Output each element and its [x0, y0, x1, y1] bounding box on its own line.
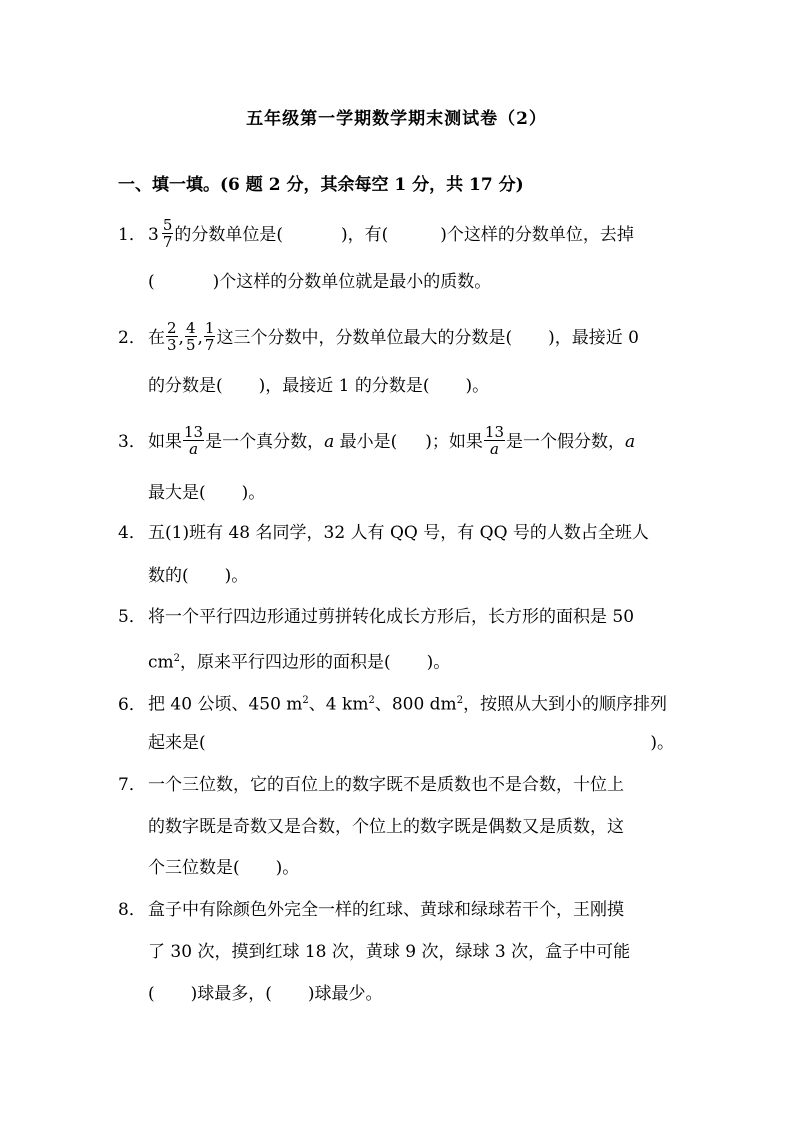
question-6-line-2 [148, 731, 674, 755]
question-8-line-1 [118, 898, 624, 922]
question-text: 数的( [148, 566, 189, 586]
question-text: )。 [241, 483, 266, 503]
question-number: 8． [118, 900, 146, 920]
question-2-line-2 [148, 374, 489, 398]
denominator: a [189, 440, 199, 458]
question-number: 3． [118, 432, 146, 452]
question-text: )，最接近 1 的分数是( [258, 376, 430, 396]
numerator: 13 [484, 423, 505, 441]
variable: a [625, 432, 636, 452]
numerator: 2 [167, 319, 177, 337]
question-number: 2． [118, 328, 146, 348]
question-text: )。 [426, 652, 451, 673]
question-1-line-2 [148, 270, 491, 294]
question-6-line-1 [118, 689, 667, 717]
question-text: 个三位数是( [148, 858, 240, 878]
question-text: 、4 km [308, 694, 369, 715]
denominator: a [489, 440, 499, 458]
fraction [183, 424, 204, 457]
question-text: )个这样的分数单位就是最小的质数。 [212, 272, 492, 292]
numerator: 4 [185, 319, 196, 337]
answer-blank[interactable] [218, 731, 638, 755]
question-number: 5． [118, 607, 146, 627]
question-text: 这三个分数中，分数单位最大的分数是( [216, 328, 513, 348]
question-text: )。 [650, 733, 674, 753]
question-text: 是一个真分数， [205, 432, 325, 452]
question-text: )球最多，( [190, 984, 272, 1004]
question-8-line-2 [148, 940, 630, 964]
question-8-line-3 [148, 982, 383, 1006]
page-title: 五年级第一学期数学期末测试卷（2） [246, 109, 547, 129]
numerator: 13 [184, 423, 204, 441]
question-text: )，有( [341, 225, 389, 245]
superscript: 2 [456, 695, 464, 706]
denominator: 5 [185, 336, 196, 354]
question-text: 、800 dm [374, 694, 457, 715]
superscript: 2 [368, 695, 375, 706]
question-text: )。 [275, 858, 300, 878]
denominator: 7 [162, 233, 173, 251]
question-text: ，按照从大到小的顺序排列 [463, 694, 668, 715]
question-7-line-1 [118, 773, 624, 797]
question-7-line-2 [148, 815, 624, 839]
question-text: )；如果 [425, 432, 483, 452]
question-text: )，最接近 0 [548, 328, 639, 348]
question-text: ，原来平行四边形的面积是( [180, 652, 391, 673]
mixed-whole: 3 [148, 225, 159, 245]
superscript: 2 [173, 653, 181, 664]
fraction [162, 217, 174, 250]
fraction [166, 320, 178, 353]
question-2-line-1 [118, 319, 639, 355]
separator: , [178, 328, 184, 348]
section-heading: 一、填一填。(6 题 2 分，其余每空 1 分，共 17 分) [118, 175, 524, 195]
numerator: 5 [162, 216, 173, 234]
denominator: 7 [204, 336, 215, 354]
question-5-line-2 [148, 647, 450, 675]
question-text: )。 [224, 566, 249, 586]
question-3-line-2 [148, 481, 265, 505]
question-text: 的分数单位是( [174, 225, 284, 245]
question-text: 的数字既是奇数又是合数，个位上的数字既是偶数又是质数，这 [148, 817, 624, 837]
separator: , [197, 328, 203, 348]
question-text: 在 [148, 328, 165, 348]
question-7-line-3 [148, 856, 299, 880]
question-1-line-1 [118, 216, 634, 252]
question-text: 一个三位数，它的百位上的数字既不是质数也不是合数，十位上 [148, 775, 624, 795]
fraction [204, 320, 216, 353]
question-number: 7． [118, 775, 146, 795]
question-number: 1． [118, 225, 146, 245]
question-text: 如果 [148, 432, 182, 452]
question-4-line-2 [148, 564, 248, 588]
question-text: 将一个平行四边形通过剪拼转化成长方形后，长方形的面积是 50 [148, 607, 635, 627]
question-3-line-1 [118, 423, 636, 459]
question-text: 的分数是( [148, 376, 223, 396]
question-text: 五(1)班有 48 名同学，32 人有 QQ 号，有 QQ 号的人数占全班人 [148, 523, 649, 543]
question-text: )个这样的分数单位，去掉 [440, 225, 634, 245]
question-text: ( [148, 272, 155, 292]
question-number: 4． [118, 523, 146, 543]
question-text: 把 40 公顷、450 m [148, 694, 303, 715]
question-text: 是一个假分数， [506, 432, 626, 452]
fraction [185, 320, 197, 353]
question-text: ( [148, 984, 155, 1004]
question-4-line-1 [118, 521, 649, 545]
fraction [484, 424, 505, 457]
question-text: )球最少。 [307, 984, 383, 1004]
question-5-line-1 [118, 605, 634, 629]
question-text: 最小是( [334, 432, 398, 452]
superscript: 2 [302, 695, 309, 706]
numerator: 1 [204, 319, 215, 337]
question-text: 盒子中有除颜色外完全一样的红球、黄球和绿球若干个，王刚摸 [148, 900, 624, 920]
denominator: 3 [167, 336, 177, 354]
variable: a [324, 432, 335, 452]
question-text: 最大是( [148, 483, 206, 503]
question-text: 了 30 次，摸到红球 18 次，黄球 9 次，绿球 3 次，盒子中可能 [148, 942, 631, 962]
question-number: 6． [118, 694, 146, 715]
question-text: )。 [465, 376, 490, 396]
question-text: 起来是( [148, 733, 206, 753]
question-text: cm [148, 652, 174, 673]
